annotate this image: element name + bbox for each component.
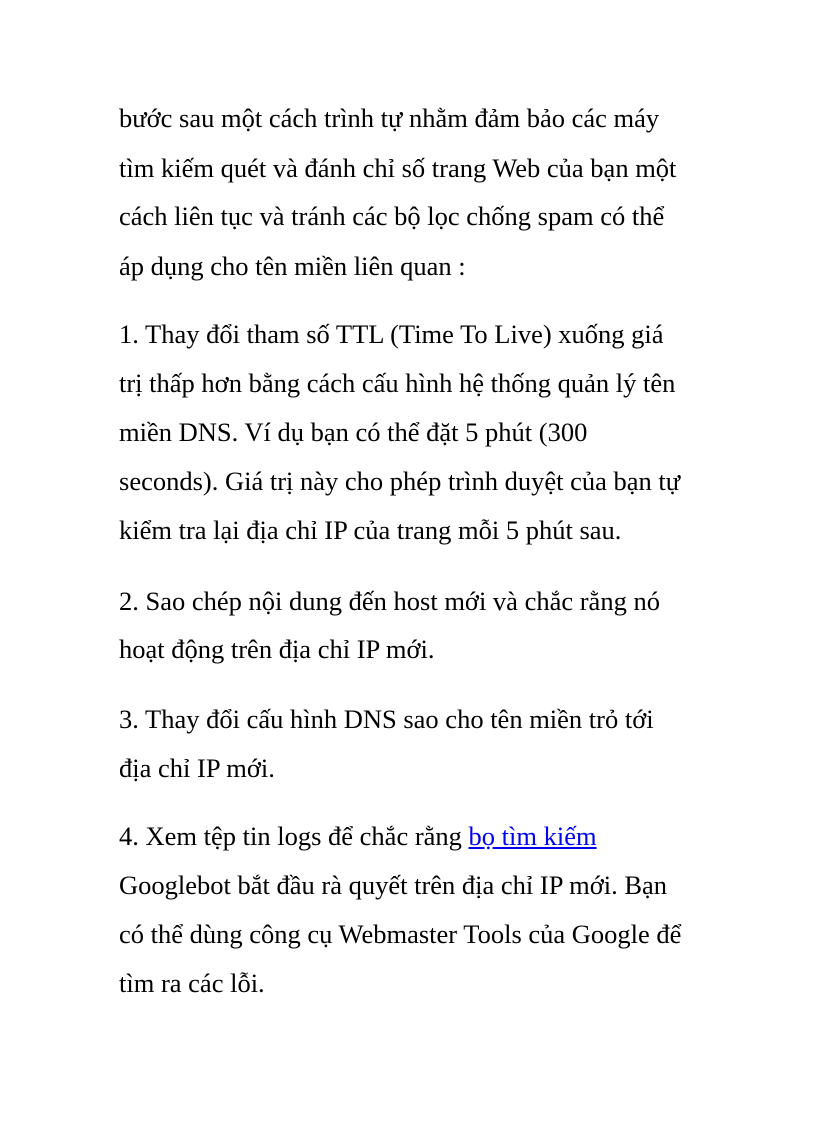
paragraph-intro-line-3: cách liên tục và tránh các bộ lọc chống spam có thể	[119, 201, 665, 231]
step-3-line-2: địa chỉ IP mới.	[119, 753, 275, 783]
step-4-line-1	[119, 820, 597, 852]
step-2-line-1: 2. Sao chép nội dung đến host mới và chắc rằng nó	[119, 586, 660, 616]
paragraph-intro-line-4: áp dụng cho tên miền liên quan :	[119, 251, 466, 281]
step-1-line-3: miền DNS. Ví dụ bạn có thể đặt 5 phút (300	[119, 417, 588, 447]
step-4-line-2: Googlebot bắt đầu rà quyết trên địa chỉ IP mới. Bạn	[119, 870, 668, 900]
paragraph-intro-line-1: bước sau một cách trình tự nhằm đảm bảo các máy	[119, 103, 660, 133]
step-3-line-1: 3. Thay đổi cấu hình DNS sao cho tên miền trỏ tới	[119, 704, 654, 734]
step-4-line-1-prefix: 4. Xem tệp tin logs để chắc rằng	[119, 821, 469, 851]
step-1-line-2: trị thấp hơn bằng cách cấu hình hệ thống quản lý tên	[119, 368, 676, 398]
step-2-line-2: hoạt động trên địa chỉ IP mới.	[119, 634, 435, 664]
step-4-line-4: tìm ra các lỗi.	[119, 968, 265, 998]
step-1-line-1: 1. Thay đổi tham số TTL (Time To Live) xuống giá	[119, 319, 664, 349]
step-4-line-3: có thể dùng công cụ Webmaster Tools của Google để	[119, 919, 682, 949]
step-1-line-4: seconds). Giá trị này cho phép trình duyệt của bạn tự	[119, 466, 681, 496]
search-bot-link[interactable]: bọ tìm kiếm	[468, 821, 597, 851]
step-1-line-5: kiểm tra lại địa chỉ IP của trang mỗi 5 phút sau.	[119, 515, 622, 545]
paragraph-intro-line-2: tìm kiếm quét và đánh chỉ số trang Web của bạn một	[119, 153, 677, 183]
